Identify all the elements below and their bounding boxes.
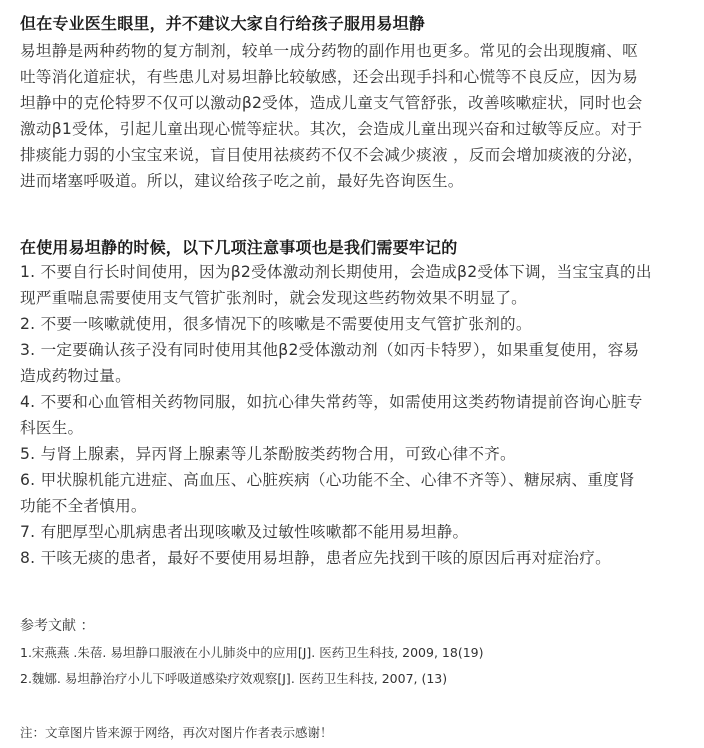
paragraph-line: 进而堵塞呼吸道。所以，建议给孩子吃之前，最好先咨询医生。 bbox=[20, 172, 464, 190]
reference-item: 2.魏娜. 易坦静治疗小儿下呼吸道感染疗效观察[J]. 医药卫生科技, 2007, (13) bbox=[20, 671, 448, 686]
section-heading-doctor-view: 但在专业医生眼里，并不建议大家自行给孩子服用易坦静 bbox=[20, 14, 426, 33]
list-item-4: 4. 不要和心血管相关药物同服，如抗心律失常药等，如需使用这类药物请提前咨询心脏专 bbox=[20, 393, 643, 411]
list-item-3-continued: 造成药物过量。 bbox=[20, 367, 131, 385]
list-item-6: 6. 甲状腺机能亢进症、高血压、心脏疾病（心功能不全、心律不齐等）、糖尿病、重度肾 bbox=[20, 471, 635, 489]
list-item-1: 1. 不要自行长时间使用，因为β2受体激动剂长期使用，会造成β2受体下调，当宝宝真的出 bbox=[20, 263, 652, 281]
list-item-5: 5. 与肾上腺素，异丙肾上腺素等儿茶酚胺类药物合用，可致心律不齐。 bbox=[20, 445, 516, 463]
list-item-1-continued: 现严重喘息需要使用支气管扩张剂时，就会发现这些药物效果不明显了。 bbox=[20, 289, 528, 307]
paragraph-side-effects bbox=[20, 38, 688, 194]
list-item-2: 2. 不要一咳嗽就使用，很多情况下的咳嗽是不需要使用支气管扩张剂的。 bbox=[20, 315, 532, 333]
list-item-6-continued: 功能不全者慎用。 bbox=[20, 497, 147, 515]
list-item-4-continued: 科医生。 bbox=[20, 419, 84, 437]
precautions-list bbox=[20, 259, 688, 571]
list-item-7: 7. 有肥厚型心肌病患者出现咳嗽及过敏性咳嗽都不能用易坦静。 bbox=[20, 523, 469, 541]
paragraph-line: 易坦静是两种药物的复方制剂，较单一成分药物的副作用也更多。常见的会出现腹痛、呕 bbox=[20, 42, 638, 60]
paragraph-line: 坦静中的克伦特罗不仅可以激动β2受体，造成儿童支气管舒张，改善咳嗽症状，同时也会 bbox=[20, 94, 643, 112]
paragraph-line: 激动β1受体，引起儿童出现心慌等症状。其次，会造成儿童出现兴奋和过敏等反应。对于 bbox=[20, 120, 643, 138]
references-title: 参考文献 ： bbox=[20, 618, 95, 634]
paragraph-line: 排痰能力弱的小宝宝来说，盲目使用祛痰药不仅不会减少痰液 ，反而会增加痰液的分泌， bbox=[20, 146, 644, 164]
list-item-3: 3. 一定要确认孩子没有同时使用其他β2受体激动剂（如丙卡特罗），如果重复使用，容易 bbox=[20, 341, 640, 359]
paragraph-line: 吐等消化道症状，有些患儿对易坦静比较敏感，还会出现手抖和心慌等不良反应，因为易 bbox=[20, 68, 638, 86]
list-item-8: 8. 干咳无痰的患者，最好不要使用易坦静，患者应先找到干咳的原因后再对症治疗。 bbox=[20, 549, 611, 567]
image-credit-note: 注：文章图片皆来源于网络，再次对图片作者表示感谢！ bbox=[20, 725, 333, 740]
reference-item: 1.宋燕燕 .朱蓓. 易坦静口服液在小儿肺炎中的应用[J]. 医药卫生科技, 2009, 18(19) bbox=[20, 645, 484, 660]
section-heading-precautions: 在使用易坦静的时候，以下几项注意事项也是我们需要牢记的 bbox=[20, 238, 458, 257]
